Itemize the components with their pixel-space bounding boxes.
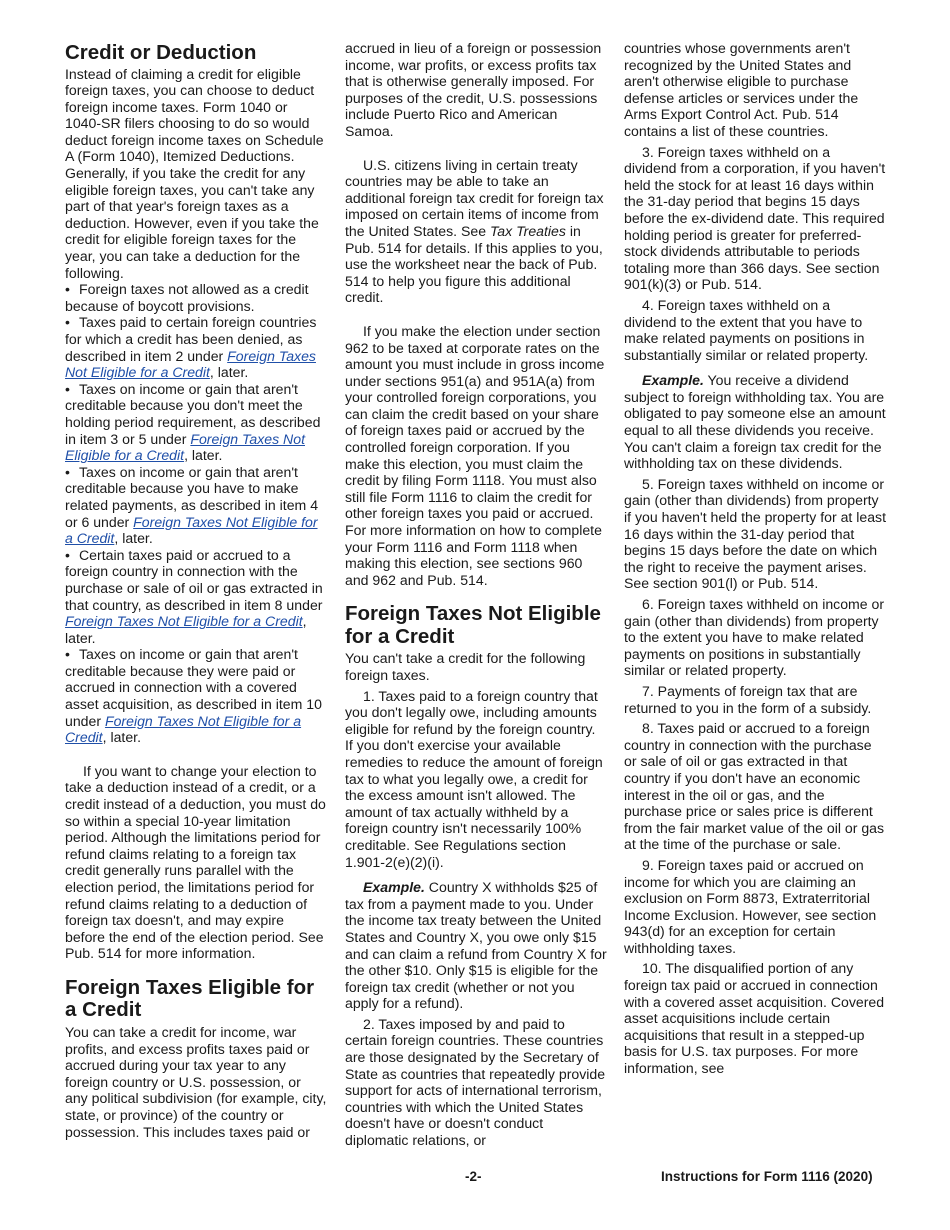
example-text: Country X withholds $25 of tax from a payment made to you. Under the income tax treaty between the United States and Country X, you owe only $15 and can claim a refund from Country X for the other $10. Only $15 is eligible for the foreign tax credit (whether or not you apply for a refund). — [345, 879, 607, 1012]
bullet-text: Taxes paid to certain foreign countries for which a credit has been denied, as described in item 2 under — [65, 314, 317, 364]
bullet-text: Taxes on income or gain that aren't creditable because you don't meet the holding period requirement, as described in item 3 or 5 under — [65, 380, 321, 447]
list-item-5: 5. Foreign taxes withheld on income or gain (other than dividends) from property if you haven't held the property for at least 16 days within the 31-day period that begins 15 days before the date on which the right to receive the payment arises. See section 901(l) or Pub. 514. — [624, 475, 887, 592]
column-middle — [345, 40, 607, 1149]
paragraph-treaty — [345, 157, 607, 306]
list-item-4: 4. Foreign taxes withheld on a dividend to the extent that you have to make related payments on positions in substantially similar or related property. — [624, 296, 869, 363]
list-item-6: 6. Foreign taxes withheld on income or gain (other than dividends) from property to the extent you have to make related payments on positions in substantially similar or related property. — [624, 596, 885, 679]
paragraph-not-eligible-intro: You can't take a credit for the following foreign taxes. — [345, 650, 586, 683]
link-foreign-taxes-not-eligible[interactable]: Foreign Taxes Not Eligible for a Credit — [65, 430, 305, 464]
heading-not-eligible-for-credit: Foreign Taxes Not Eligible for a Credit — [345, 602, 601, 648]
paragraph-continued: countries whose governments aren't recognized by the United States and aren't otherwise eligible to purchase defense articles or services under the Arms Export Control Act. Pub. 514 contains a list of these countries. — [624, 40, 859, 139]
link-foreign-taxes-not-eligible[interactable]: Foreign Taxes Not Eligible for a Credit — [65, 513, 318, 547]
link-foreign-taxes-not-eligible[interactable]: Foreign Taxes Not Eligible for a Credit — [65, 613, 303, 630]
bullet-later: , later. — [184, 447, 223, 464]
example-paragraph — [624, 372, 886, 472]
column-left — [65, 40, 327, 1140]
page-number: -2- — [465, 1169, 482, 1184]
bullet-text: Foreign taxes not allowed as a credit because of boycott provisions. — [65, 281, 309, 314]
bullet-item — [65, 646, 327, 746]
list-item-8: 8. Taxes paid or accrued to a foreign country in connection with the purchase or sale of oil or gas extracted in that country if you don't have an economic interest in the oil or gas, and the purchase price or sales price is different from the fair market value of the oil or gas at the time of the purchase or sale. — [624, 720, 885, 853]
bullet-icon: • — [65, 646, 70, 663]
example-label: Example. — [642, 372, 704, 389]
treaty-emphasis: Tax Treaties — [489, 222, 566, 239]
example-paragraph — [345, 879, 607, 1012]
paragraph-continued: accrued in lieu of a foreign or possession income, war profits, or excess profits tax that is otherwise generally imposed. For purposes of the credit, U.S. possessions include Puerto Rico and American Samoa. — [345, 40, 602, 139]
list-item-7: 7. Payments of foreign tax that are returned to you in the form of a subsidy. — [624, 682, 872, 716]
link-foreign-taxes-not-eligible[interactable]: Foreign Taxes Not Eligible for a Credit — [65, 347, 316, 381]
bullet-text: Taxes on income or gain that aren't creditable because you have to make related payments, as described in item 4 or 6 under — [65, 463, 319, 530]
bullet-later: , later. — [114, 530, 153, 547]
bullet-icon: • — [65, 380, 70, 397]
bullet-item — [65, 314, 327, 380]
example-label: Example. — [363, 879, 425, 896]
list-item-9: 9. Foreign taxes paid or accrued on income for which you are claiming an exclusion on Form 8873, Extraterritorial Income Exclusion. However, see section 943(d) for an exception for certain withholding taxes. — [624, 856, 877, 956]
paragraph-eligible: You can take a credit for income, war profits, and excess profits taxes paid or accrued during your tax year to any foreign country or U.S. possession, or any political subdivision (for example, city, state, or province) of the country or possession. This includes taxes paid or — [65, 1023, 327, 1140]
list-item-3: 3. Foreign taxes withheld on a dividend from a corporation, if you haven't held the stock for at least 16 days within the 31-day period that begins 15 days before the ex-dividend date. This required holding period is greater for preferred-stock dividends attributable to periods totaling more than 366 days. See section 901(k)(3) or Pub. 514. — [624, 143, 886, 293]
bullet-item — [65, 381, 327, 464]
example-text: You receive a dividend subject to foreign withholding tax. You are obligated to pay someone else an amount equal to all these dividends you receive. You can't claim a foreign tax credit for the withholding tax on these dividends. — [624, 372, 886, 472]
paragraph-section-962: If you make the election under section 962 to be taxed at corporate rates on the amount you must include in gross income under sections 951(a) and 951A(a) from your controlled foreign corporations, you can claim the credit based on your share of foreign taxes paid or accrued by the controlled foreign corporation. If you make this election, you must claim the credit by filing Form 1118. You must also still file Form 1116 to claim the credit for other foreign taxes you paid or accrued. For more information on how to complete your Form 1116 and Form 1118 when making this election, see sections 960 and 962 and Pub. 514. — [345, 322, 605, 588]
footer-form-title: Instructions for Form 1116 (2020) — [661, 1169, 873, 1184]
bullet-icon: • — [65, 463, 70, 480]
bullet-item — [65, 281, 327, 314]
column-right — [624, 40, 886, 1077]
bullet-later: , later. — [209, 364, 249, 381]
bullet-icon: • — [65, 314, 70, 331]
bullet-later: , later. — [65, 613, 307, 646]
treaty-text-b: in Pub. 514 for details. If this applies to you, use the worksheet near the back of Pub. 514 to help you figure this additional credit. — [345, 222, 603, 306]
bullet-item — [65, 464, 327, 547]
bullet-icon: • — [65, 281, 70, 298]
list-item-1: 1. Taxes paid to a foreign country that you don't legally owe, including amounts eligible for refund by the foreign country. If you don't exercise your available remedies to reduce the amount of foreign tax to what you legally owe, a credit for the excess amount isn't allowed. The amount of tax actually withheld by a foreign country isn't necessarily 100% creditable. See Regulations section 1.901-2(e)(2)(i). — [345, 687, 603, 870]
paragraph-change-election: If you want to change your election to take a deduction instead of a credit, or a credit instead of a deduction, you must do so within a special 10-year limitation period. Although the limitations period for refund claims relating to a foreign tax credit generally runs parallel with the election period, the limitations period for refund claims relating to a deduction of foreign tax doesn't, and may expire before the end of the election period. See Pub. 514 for more information. — [65, 762, 326, 962]
heading-credit-or-deduction: Credit or Deduction — [65, 41, 257, 64]
bullet-text: Taxes on income or gain that aren't creditable because they were paid or accrued in connection with a covered asset acquisition, as described in item 10 under — [65, 646, 322, 729]
list-item-2: 2. Taxes imposed by and paid to certain foreign countries. These countries are those designated by the Secretary of State as countries that repeatedly provide support for acts of international terrorism, countries with which the United States doesn't have or doesn't conduct diplomatic relations, or — [345, 1015, 606, 1149]
heading-eligible-for-credit: Foreign Taxes Eligible for a Credit — [65, 975, 315, 1022]
paragraph-intro: Instead of claiming a credit for eligible foreign taxes, you can choose to deduct foreign income taxes. Form 1040 or 1040-SR filers choosing to do so would deduct foreign income taxes on Schedule A (Form 1040), Itemized Deductions. Generally, if you take the credit for any eligible foreign taxes, you can't take any part of that year's foreign taxes as a deduction. However, even if you take the credit for eligible foreign taxes for the year, you can take a deduction for the following. — [65, 65, 324, 281]
treaty-text-a: U.S. citizens living in certain treaty countries may be able to take an additional foreign tax credit for foreign tax imposed on certain items of income from the United States. See — [345, 156, 604, 239]
bullet-icon: • — [65, 546, 70, 563]
list-item-10: 10. The disqualified portion of any foreign tax paid or accrued in connection with a covered asset acquisition. Covered asset acquisitions include certain acquisitions that result in a stepped-up basis for U.S. tax purposes. For more information, see — [624, 960, 885, 1077]
bullet-item — [65, 547, 327, 647]
bullet-text: Certain taxes paid or accrued to a foreign country in connection with the purchase or sale of oil or gas extracted in that country, as described in item 8 under — [65, 546, 323, 613]
link-foreign-taxes-not-eligible[interactable]: Foreign Taxes Not Eligible for a Credit — [65, 712, 302, 746]
bullet-later: , later. — [102, 729, 141, 746]
